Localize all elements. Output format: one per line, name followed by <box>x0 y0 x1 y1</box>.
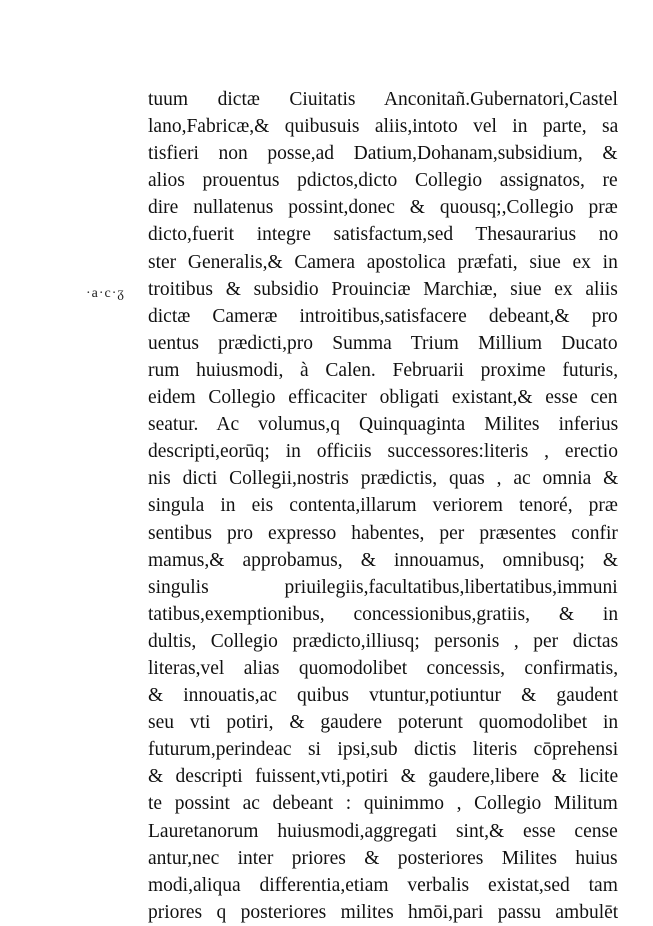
text-line: seu vti potiri, & gaudere poterunt quomodolibet in <box>148 712 618 734</box>
text-line: uentus prædicti,pro Summa Trium Millium Ducato <box>148 332 618 354</box>
text-line: ster Generalis,& Camera apostolica præfati, siue ex in <box>148 251 618 273</box>
text-block <box>148 86 618 926</box>
text-line: Lauretanorum huiusmodi,aggregati sint,& esse cense <box>148 820 618 842</box>
text-line: tisfieri non posse,ad Datium,Dohanam,subsidium, & <box>148 143 618 165</box>
text-line: antur,nec inter priores & posteriores Milites huius <box>148 847 618 869</box>
text-line: literas,vel alias quomodolibet concessis, confirmatis, <box>148 657 618 679</box>
text-line: nis dicti Collegii,nostris prædictis, quas , ac omnia & <box>148 468 618 490</box>
text-line: modi,aliqua differentia,etiam verbalis existat,sed tam <box>148 874 618 896</box>
text-line: alios prouentus pdictos,dicto Collegio assignatos, re <box>148 170 618 192</box>
text-line: seatur. Ac volumus,q Quinquaginta Milites inferius <box>148 414 618 436</box>
text-line: futurum,perindeac si ipsi,sub dictis literis cōprehensi <box>148 739 618 761</box>
text-line: tatibus,exemptionibus, concessionibus,gratiis, & in <box>148 603 618 625</box>
text-line: te possint ac debeant : quinimmo , Collegio Militum <box>148 793 618 815</box>
text-line: priores q posteriores milites hmōi,pari passu ambulēt <box>148 901 618 923</box>
text-line: dicto,fuerit integre satisfactum,sed Thesaurarius no <box>148 224 618 246</box>
text-line: eidem Collegio efficaciter obligati existant,& esse cen <box>148 387 618 409</box>
text-line: sentibus pro expresso habentes, per præsentes confir <box>148 522 618 544</box>
text-line: dire nullatenus possint,donec & quousq;,Collegio præ <box>148 197 618 219</box>
text-line: troitibus & subsidio Prouinciæ Marchiæ, siue ex aliis <box>148 278 618 300</box>
text-line: tuum dictæ Ciuitatis Anconitañ.Gubernatori,Castel <box>148 89 618 110</box>
text-line: singula in eis contenta,illarum veriorem tenoré, præ <box>148 495 618 517</box>
text-line: dictæ Cameræ introitibus,satisfacere debeant,& pro <box>148 305 618 327</box>
text-line: & descripti fuissent,vti,potiri & gaudere,libere & licite <box>148 766 618 788</box>
text-line: rum huiusmodi, à Calen. Februarii proxime futuris, <box>148 359 618 381</box>
text-line: lano,Fabricæ,& quibusuis aliis,intoto vel in parte, sa <box>148 116 618 138</box>
text-line: mamus,& approbamus, & innouamus, omnibusq; & <box>148 549 618 571</box>
text-line: descripti,eorūq; in officiis successores:literis , erectio <box>148 441 618 463</box>
margin-note: ·a·c·ᵹ <box>86 286 126 301</box>
text-line: dultis, Collegio prædicto,illiusq; personis , per dictas <box>148 630 618 652</box>
text-line: singulis priuilegiis,facultatibus,libertatibus,immuni <box>148 576 618 598</box>
text-line: & innouatis,ac quibus vtuntur,potiuntur & gaudent <box>148 685 618 707</box>
